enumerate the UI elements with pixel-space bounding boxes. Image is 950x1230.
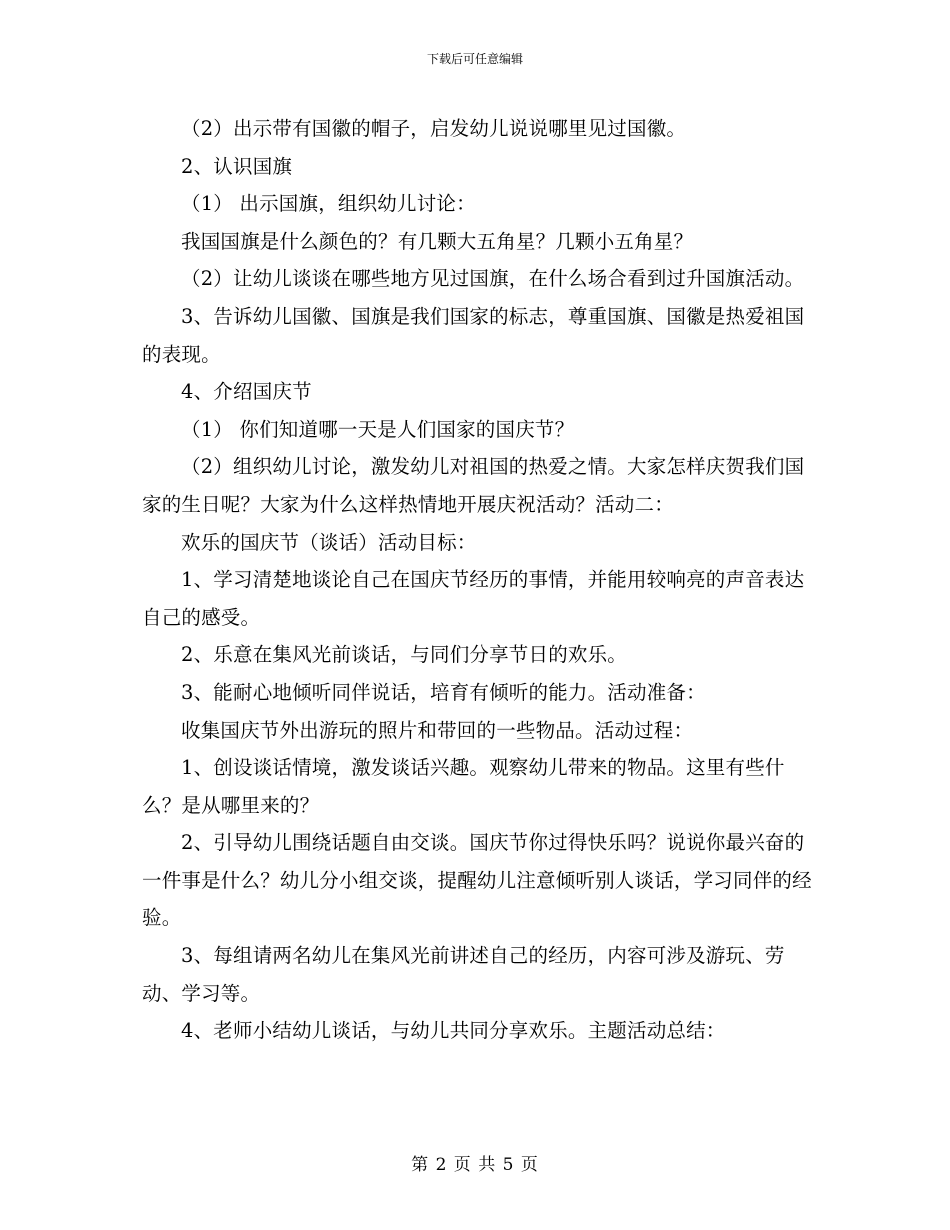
paragraph: （1） 你们知道哪一天是人们国家的国庆节？ xyxy=(181,417,575,441)
paragraph: （1） 出示国旗，组织幼儿讨论： xyxy=(181,192,476,216)
paragraph: 2、认识国旗 xyxy=(181,154,293,178)
paragraph: （2）出示带有国徽的帽子，启发幼儿说说哪里见过国徽。 xyxy=(181,117,687,140)
paragraph: 收集国庆节外出游玩的照片和带回的一些物品。活动过程： xyxy=(181,718,694,742)
paragraph: 1、创设谈话情境，激发谈话兴趣。观察幼儿带来的物品。这里有些什么？是从哪里来的？ xyxy=(142,756,785,817)
document-body xyxy=(142,110,822,1050)
paragraph: （2）让幼儿谈谈在哪些地方见过国旗，在什么场合看到过升国旗活动。 xyxy=(181,267,805,291)
paragraph: 2、乐意在集风光前谈话，与同们分享节日的欢乐。 xyxy=(181,643,628,667)
paragraph: （2）组织幼儿讨论，激发幼儿对祖国的热爱之情。大家怎样庆贺我们国家的生日呢？大家为什么这样热情地开展庆祝活动？活动二： xyxy=(142,455,805,516)
paragraph: 3、告诉幼儿国徽、国旗是我们国家的标志，尊重国旗、国徽是热爱祖国的表现。 xyxy=(142,304,805,366)
paragraph: 4、老师小结幼儿谈话，与幼儿共同分享欢乐。主题活动总结： xyxy=(181,1019,726,1043)
paragraph: 4、介绍国庆节 xyxy=(181,380,312,404)
paragraph: 欢乐的国庆节（谈话）活动目标： xyxy=(181,530,477,554)
paragraph: 2、引导幼儿围绕话题自由交谈。国庆节你过得快乐吗？说说你最兴奋的一件事是什么？幼儿分小组交谈，提醒幼儿注意倾听别人谈话，学习同伴的经验。 xyxy=(142,831,812,930)
page-header: 下载后可任意编辑 xyxy=(426,52,523,66)
paragraph: 1、学习清楚地谈论自己在国庆节经历的事情，并能用较响亮的声音表达自己的感受。 xyxy=(142,568,805,629)
paragraph: 我国国旗是什么颜色的？有几颗大五角星？几颗小五角星？ xyxy=(181,229,694,253)
paragraph: 3、能耐心地倾听同伴说话，培育有倾听的能力。活动准备： xyxy=(181,680,706,704)
page-footer: 第 2 页 共 5 页 xyxy=(411,1155,539,1175)
paragraph: 3、每组请两名幼儿在集风光前讲述自己的经历，内容可涉及游玩、劳动、学习等。 xyxy=(142,944,785,1005)
